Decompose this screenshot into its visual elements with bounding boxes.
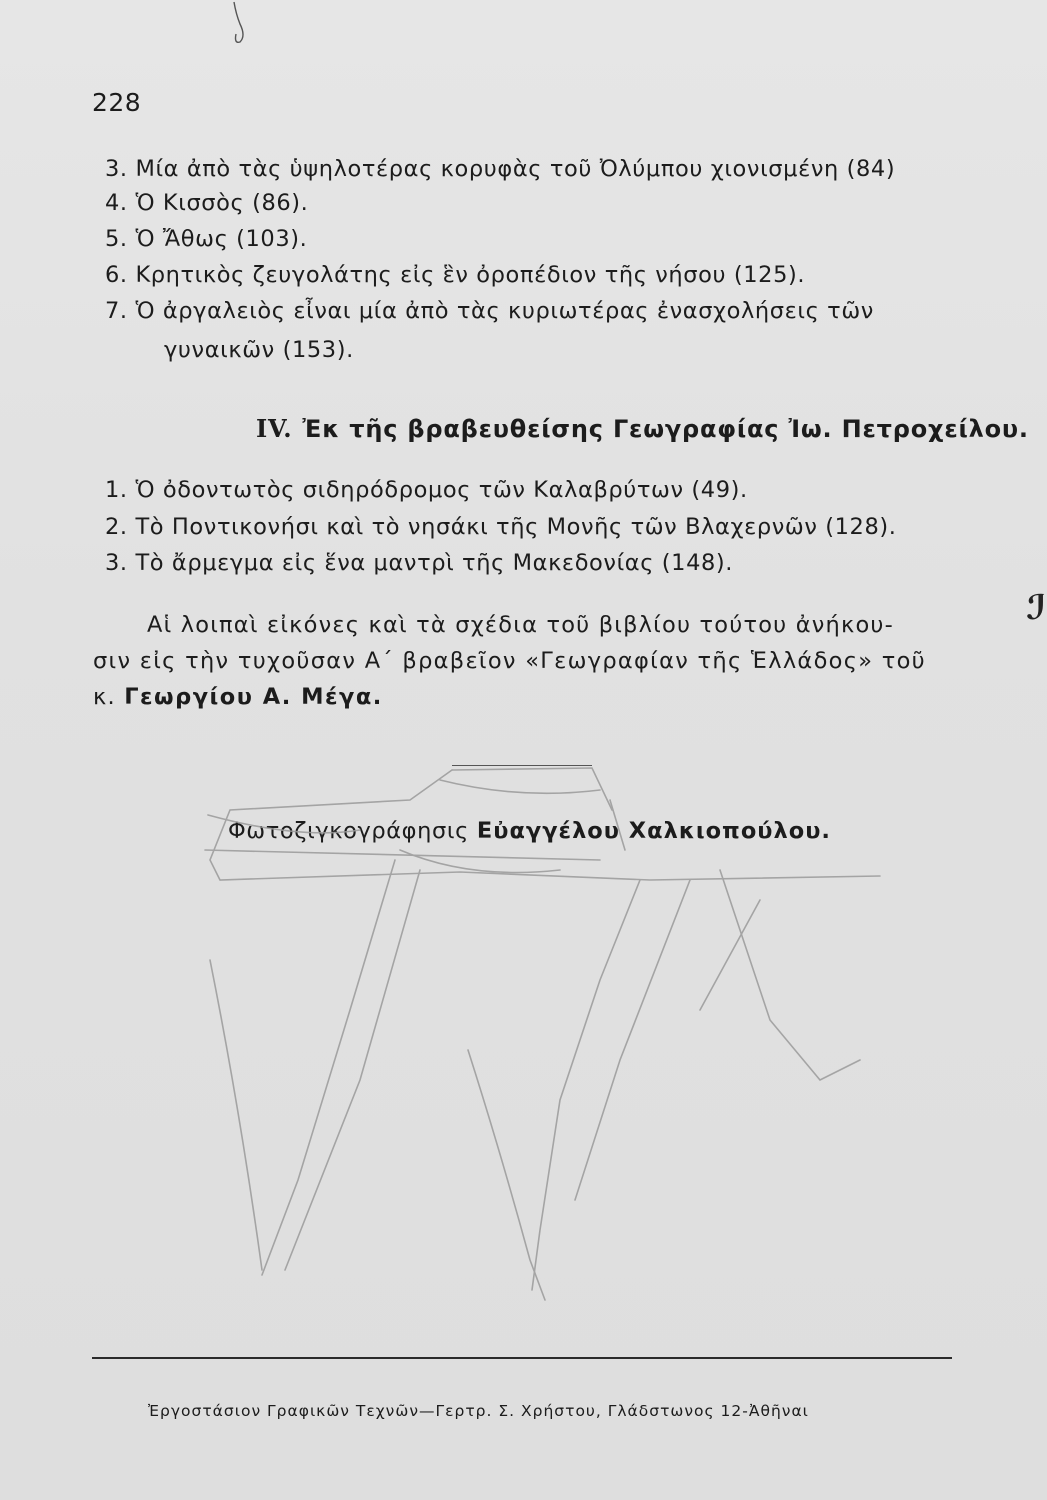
list-item-number: 3. (105, 550, 128, 576)
credit-name: Εὐαγγέλου Χαλκιοπούλου. (476, 818, 831, 844)
list-item (105, 190, 308, 216)
ink-scribble-icon (226, 0, 256, 50)
list-item (105, 262, 805, 288)
paragraph-line: Αἱ λοιπαὶ εἰκόνες καὶ τὰ σχέδια τοῦ βιβλίου τούτου ἀνήκου- (147, 612, 894, 638)
section-heading-text: Ἐκ τῆς βραβευθείσης Γεωγραφίας Ἰω. Πετροχείλου. (302, 415, 1029, 443)
list-item (105, 156, 895, 182)
list-item-text: Ὁ ὀδοντωτὸς σιδηρόδρομος τῶν Καλαβρύτων (49). (135, 477, 748, 503)
list-item (105, 477, 748, 503)
list-item-number: 6. (105, 262, 128, 288)
list-item (105, 298, 874, 324)
list-item-text: Τὸ Ποντικονήσι καὶ τὸ νησάκι τῆς Μονῆς τῶν Βλαχερνῶν (128). (135, 514, 897, 540)
list-item (105, 514, 897, 540)
credit-prefix: Φωτοζιγκογράφησις (228, 818, 469, 844)
footer-rule (92, 1357, 952, 1359)
printer-imprint: Ἐργοστάσιον Γραφικῶν Τεχνῶν—Γερτρ. Σ. Χρήστου, Γλάδστωνος 12-Ἀθῆναι (148, 1402, 809, 1420)
author-name: Γεωργίου Α. Μέγα. (124, 684, 383, 710)
list-item-number: 7. (105, 298, 128, 324)
list-item-text: γυναικῶν (153). (164, 337, 354, 363)
list-item-text: Ὁ Ἄθως (103). (135, 226, 308, 252)
list-item (105, 550, 733, 576)
section-roman-numeral: IV. (256, 414, 293, 443)
paragraph-line (93, 684, 383, 710)
list-item-number: 5. (105, 226, 128, 252)
section-heading (256, 414, 1029, 443)
divider (452, 765, 592, 766)
list-item-number: 1. (105, 477, 128, 503)
paragraph-prefix: κ. (93, 684, 116, 710)
list-item-text: Κρητικὸς ζευγολάτης εἰς ἓν ὀροπέδιον τῆς νήσου (125). (135, 262, 806, 288)
list-item-number: 2. (105, 514, 128, 540)
paragraph-line: σιν εἰς τὴν τυχοῦσαν Α΄ βραβεῖον «Γεωγραφίαν τῆς Ἑλλάδος» τοῦ (93, 648, 926, 674)
list-item-number: 4. (105, 190, 128, 216)
list-item-text: Ὁ Κισσὸς (86). (135, 190, 309, 216)
list-item-continuation (164, 337, 354, 363)
printing-credit (228, 818, 831, 844)
list-item-number: 3. (105, 156, 128, 182)
list-item-text: Ὁ ἀργαλειὸς εἶναι μία ἀπὸ τὰς κυριωτέρας ἐνασχολήσεις τῶν (135, 298, 874, 324)
list-item (105, 226, 307, 252)
page-number: 228 (92, 88, 142, 117)
list-item-text: Τὸ ἄρμεγμα εἰς ἕνα μαντρὶ τῆς Μακεδονίας (148). (135, 550, 734, 576)
margin-mark: ℐ (1026, 588, 1047, 628)
list-item-text: Μία ἀπὸ τὰς ὑψηλοτέρας κορυφὰς τοῦ Ὀλύμπου χιονισμένη (84) (135, 156, 896, 182)
